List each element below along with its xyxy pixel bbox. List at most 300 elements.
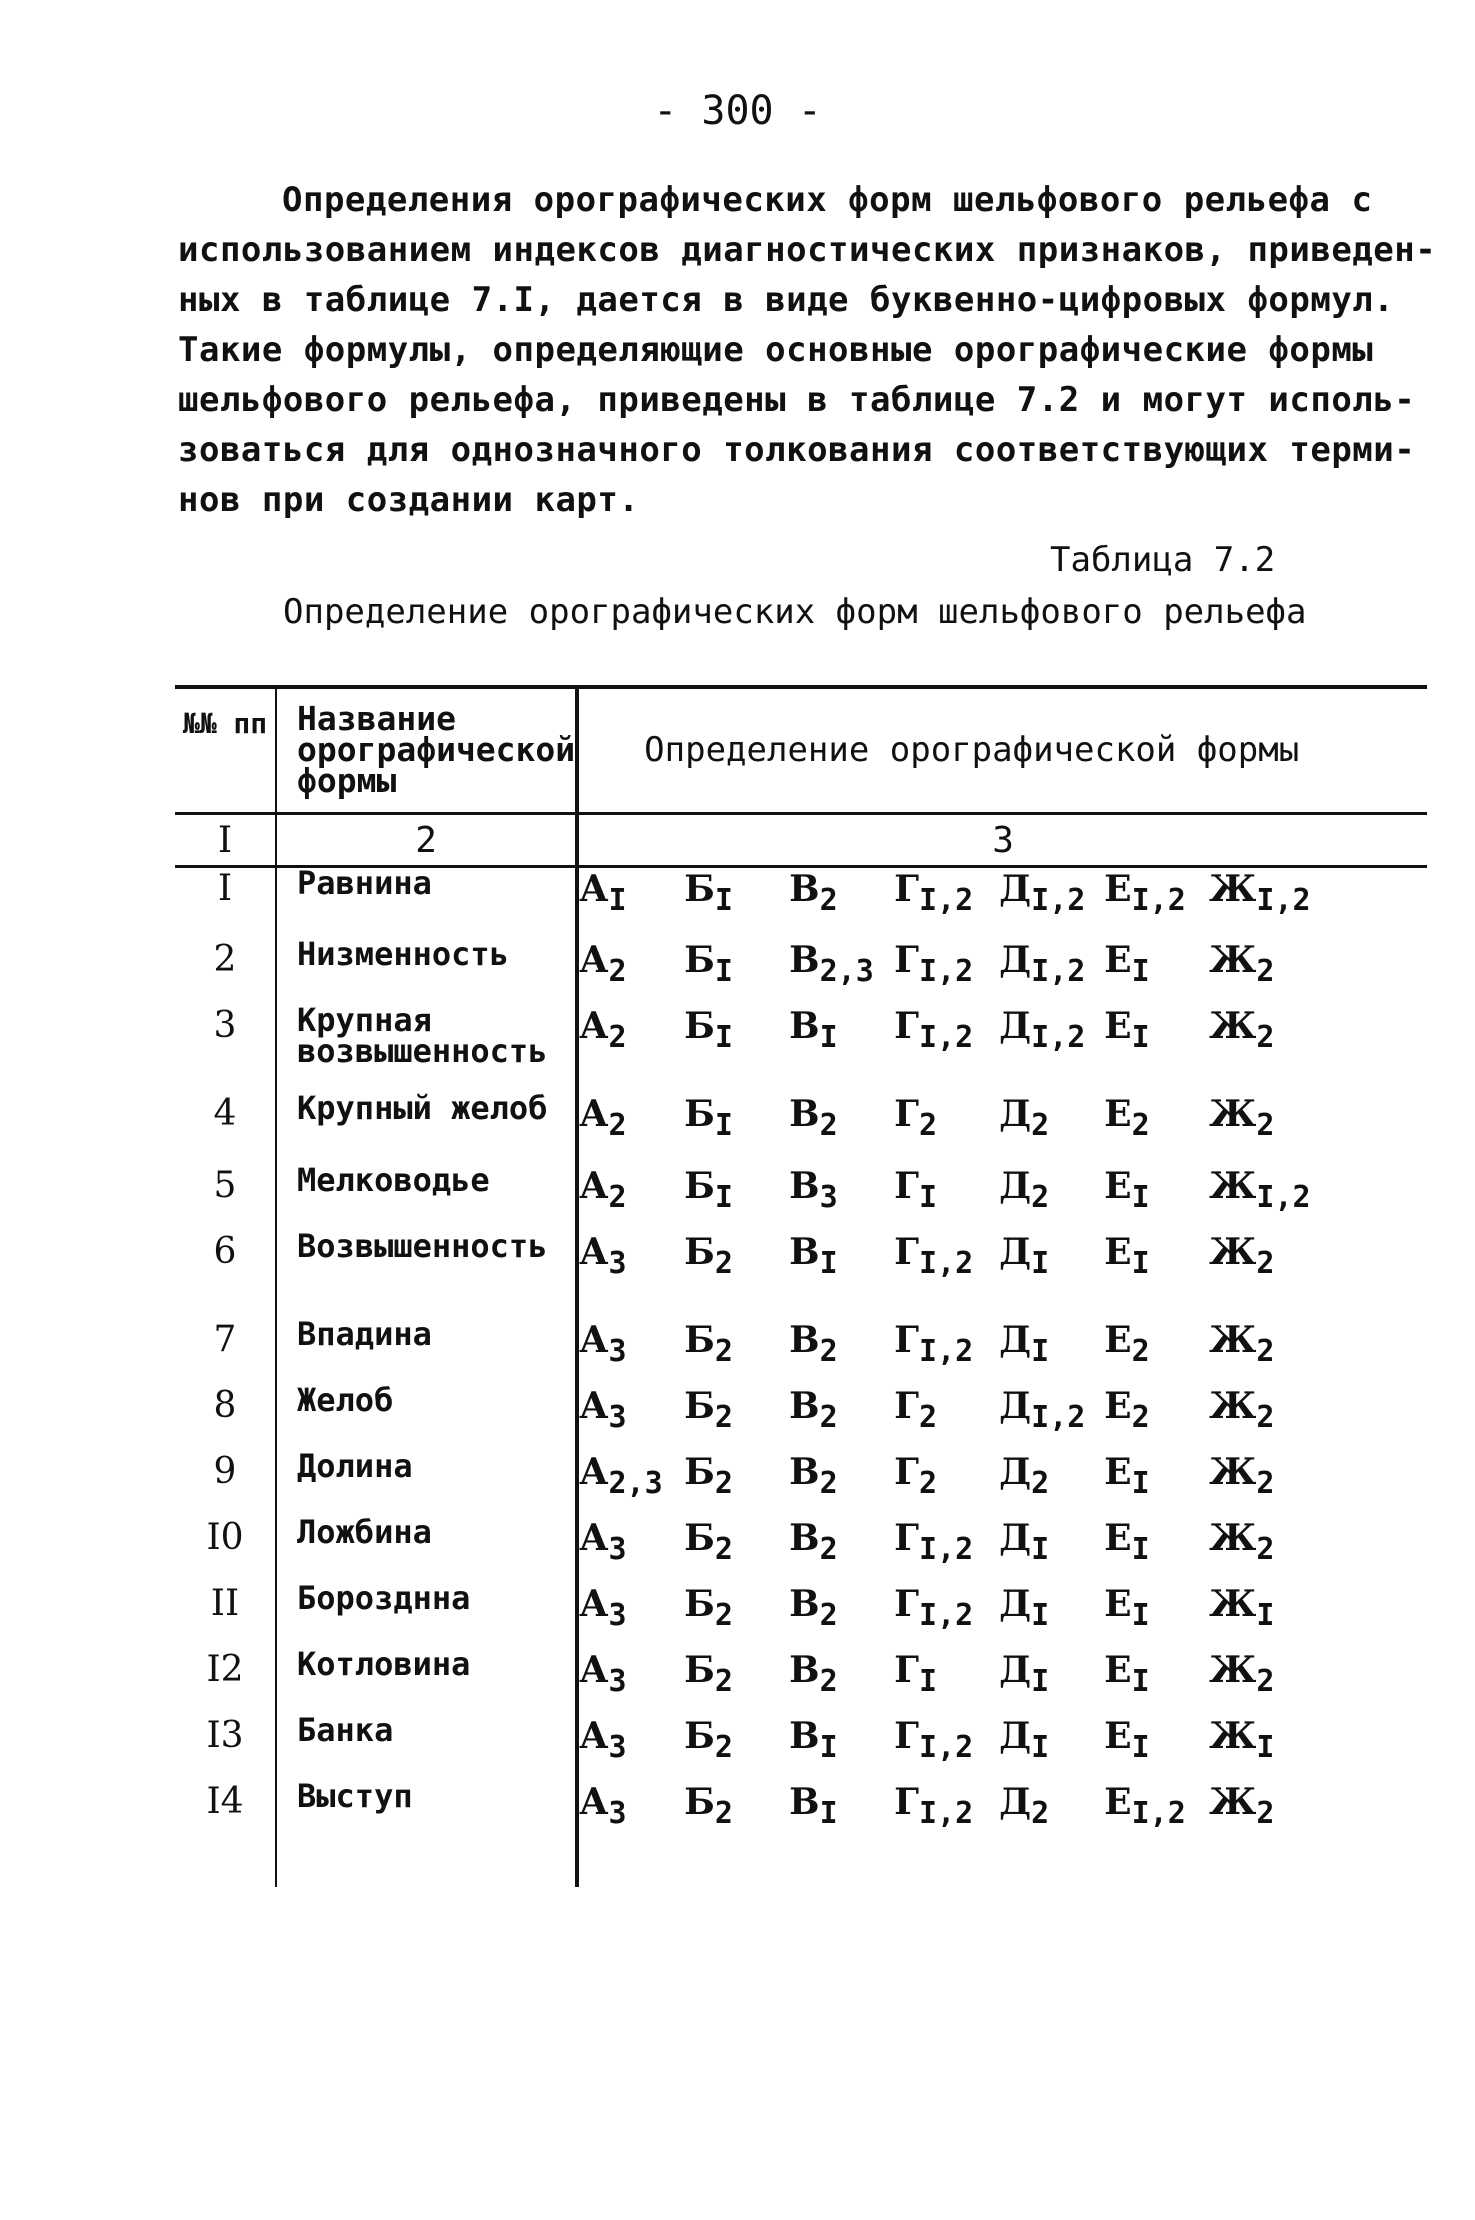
landform-name: Низменность: [276, 939, 577, 1005]
term-index: I: [1031, 1729, 1050, 1765]
term-index: I: [1131, 1597, 1150, 1633]
row-number: I: [175, 867, 276, 939]
formula-term: [684, 1230, 789, 1281]
term-index: I: [1131, 1179, 1150, 1215]
term-index: I: [1031, 1531, 1050, 1567]
intro-line: использованием индексов диагностических признаков, приведен-: [178, 230, 1437, 270]
row-number: II: [175, 1583, 276, 1649]
term-index: 2: [714, 1333, 733, 1369]
term-index: I: [1131, 1245, 1150, 1281]
term-index: I: [1256, 1729, 1275, 1765]
landform-name: Мелководье: [276, 1165, 577, 1231]
formula-term: [684, 1164, 789, 1215]
term-index: 2,3: [819, 953, 874, 989]
formula-term: [894, 1582, 999, 1633]
tail-cell: [276, 1847, 577, 1887]
term-letter: Б: [684, 1582, 715, 1625]
term-letter: Б: [684, 1516, 715, 1559]
term-index: 2: [1256, 1245, 1275, 1281]
formula-term: [1104, 1714, 1209, 1765]
landform-name: Возвышенность: [276, 1231, 577, 1319]
formula-term: [894, 868, 999, 918]
term-letter: Е: [1104, 1318, 1132, 1361]
term-index: 2: [819, 1663, 838, 1699]
term-letter: Б: [684, 1384, 715, 1427]
term-letter: Ж: [1209, 1648, 1257, 1691]
row-number: 5: [175, 1165, 276, 1231]
tail-cell: [175, 1847, 276, 1887]
table-row: [175, 1385, 1427, 1451]
formula-term: [894, 1516, 999, 1567]
term-index: 3: [608, 1245, 627, 1281]
term-index: I: [1031, 1245, 1050, 1281]
definition-formula: [577, 1517, 1427, 1583]
term-index: I: [1131, 953, 1150, 989]
formula-term: [1209, 1164, 1311, 1215]
row-number: I4: [175, 1781, 276, 1847]
term-letter: Е: [1104, 1450, 1132, 1493]
term-index: I,2: [919, 1597, 974, 1633]
formula-term: [684, 1516, 789, 1567]
definition-formula: [577, 1385, 1427, 1451]
term-index: 2: [819, 1107, 838, 1143]
term-index: I,2: [919, 1019, 974, 1055]
term-letter: А: [579, 1582, 609, 1625]
header-num: №№ пп: [175, 687, 276, 814]
formula-term: [684, 1648, 789, 1699]
term-letter: Ж: [1209, 1714, 1257, 1757]
term-index: I: [1031, 1333, 1050, 1369]
term-index: 2: [819, 1465, 838, 1501]
row-number: I2: [175, 1649, 276, 1715]
term-letter: В: [789, 1384, 820, 1427]
formula-term: [579, 1230, 684, 1281]
table-row: [175, 1649, 1427, 1715]
term-letter: Е: [1104, 1648, 1132, 1691]
term-letter: А: [579, 1004, 609, 1047]
formula-term: [1104, 1318, 1209, 1369]
formula-term: [999, 1164, 1104, 1215]
formula-term: [579, 1318, 684, 1369]
term-index: I: [919, 1663, 938, 1699]
term-index: 2: [608, 953, 627, 989]
table-label: Таблица 7.2: [1050, 540, 1276, 580]
term-index: 3: [819, 1179, 838, 1215]
term-letter: А: [579, 1092, 609, 1135]
term-index: I: [1131, 1729, 1150, 1765]
row-number: I3: [175, 1715, 276, 1781]
term-letter: Ж: [1209, 1092, 1257, 1135]
row-number: 9: [175, 1451, 276, 1517]
formula-term: [999, 1582, 1104, 1633]
term-index: I: [819, 1019, 838, 1055]
formula-term: [789, 1164, 894, 1215]
formula-term: [789, 1230, 894, 1281]
term-letter: Д: [999, 938, 1032, 981]
formula-term: [579, 1516, 684, 1567]
term-index: 3: [608, 1399, 627, 1435]
definition-formula: [577, 1005, 1427, 1093]
formula-term: [1209, 1582, 1311, 1633]
term-letter: А: [579, 1318, 609, 1361]
term-index: I,2: [919, 1531, 974, 1567]
formula-term: [1104, 1450, 1209, 1501]
term-index: I: [714, 883, 733, 918]
term-index: 2: [1256, 1663, 1275, 1699]
term-letter: Е: [1104, 1384, 1132, 1427]
table-row: [175, 1451, 1427, 1517]
term-letter: А: [579, 1164, 609, 1207]
term-index: I: [1031, 1597, 1050, 1633]
table-row: [175, 1319, 1427, 1385]
term-letter: В: [789, 1318, 820, 1361]
formula-term: [999, 1092, 1104, 1143]
term-index: 2: [919, 1465, 938, 1501]
term-index: 2: [714, 1531, 733, 1567]
formula-term: [894, 1230, 999, 1281]
term-index: I: [1131, 1531, 1150, 1567]
term-letter: Ж: [1209, 1780, 1257, 1823]
term-index: I: [1256, 1597, 1275, 1633]
formula-term: [1104, 938, 1209, 989]
formula-term: [999, 1648, 1104, 1699]
formula-term: [1104, 1004, 1209, 1055]
formula-term: [894, 938, 999, 989]
formula-term: [684, 1004, 789, 1055]
term-letter: Д: [999, 868, 1032, 910]
term-letter: Г: [894, 1318, 920, 1361]
term-letter: Б: [684, 1780, 715, 1823]
term-letter: Г: [894, 1780, 920, 1823]
formula-term: [789, 1318, 894, 1369]
formula-term: [1104, 1516, 1209, 1567]
term-index: 2: [714, 1399, 733, 1435]
term-letter: Д: [999, 1516, 1032, 1559]
row-number: 4: [175, 1093, 276, 1165]
term-letter: В: [789, 938, 820, 981]
formula-term: [999, 1230, 1104, 1281]
landform-name: Долина: [276, 1451, 577, 1517]
term-letter: Б: [684, 1318, 715, 1361]
term-index: 2: [919, 1399, 938, 1435]
row-number: 6: [175, 1231, 276, 1319]
landform-name: Котловина: [276, 1649, 577, 1715]
definition-formula: [577, 1165, 1427, 1231]
formula-term: [1104, 1582, 1209, 1633]
term-index: 2: [608, 1179, 627, 1215]
term-index: 2: [714, 1795, 733, 1831]
term-index: 2: [1256, 953, 1275, 989]
landform-name: Впадина: [276, 1319, 577, 1385]
landform-name: Крупный желоб: [276, 1093, 577, 1165]
formula-term: [894, 1318, 999, 1369]
term-letter: В: [789, 1450, 820, 1493]
table-row: [175, 1583, 1427, 1649]
term-index: 2: [919, 1107, 938, 1143]
table-row: [175, 1093, 1427, 1165]
formula-term: [999, 1714, 1104, 1765]
term-letter: В: [789, 1714, 820, 1757]
term-index: 2: [1031, 1179, 1050, 1215]
term-letter: А: [579, 1516, 609, 1559]
formula-term: [789, 1582, 894, 1633]
formula-term: [999, 1780, 1104, 1831]
term-index: I,2: [919, 1729, 974, 1765]
formula-term: [1104, 868, 1209, 918]
term-letter: Е: [1104, 1164, 1132, 1207]
term-index: 2: [819, 1597, 838, 1633]
formula-term: [894, 1164, 999, 1215]
formula-term: [684, 938, 789, 989]
term-index: I,2: [919, 883, 974, 918]
term-index: 2: [714, 1597, 733, 1633]
formula-term: [1209, 1714, 1311, 1765]
formula-term: [684, 868, 789, 918]
term-index: I: [714, 1019, 733, 1055]
term-index: I: [819, 1729, 838, 1765]
formula-term: [789, 1450, 894, 1501]
formula-term: [789, 1092, 894, 1143]
formula-term: [684, 1092, 789, 1143]
col-number: 3: [577, 814, 1427, 867]
formula-term: [789, 1004, 894, 1055]
term-letter: Д: [999, 1318, 1032, 1361]
landform-name: Равнина: [276, 867, 577, 939]
term-index: 2: [1031, 1107, 1050, 1143]
intro-line: нов при создании карт.: [178, 480, 640, 520]
column-numbers-row: [175, 814, 1427, 867]
term-index: I: [1131, 1663, 1150, 1699]
term-letter: Г: [894, 1164, 920, 1207]
table-tail-row: [175, 1847, 1427, 1887]
formula-term: [1104, 1230, 1209, 1281]
term-letter: Ж: [1209, 1318, 1257, 1361]
formula-term: [1209, 1092, 1311, 1143]
intro-line: ных в таблице 7.I, дается в виде буквенно-цифровых формул.: [178, 280, 1395, 320]
term-letter: Б: [684, 1164, 715, 1207]
term-letter: В: [789, 1092, 820, 1135]
term-letter: Д: [999, 1450, 1032, 1493]
table-row: [175, 1231, 1427, 1319]
formula-term: [894, 1384, 999, 1435]
formula-term: [684, 1714, 789, 1765]
table-header-row: [175, 687, 1427, 814]
formula-term: [579, 1164, 684, 1215]
table-row: [175, 1517, 1427, 1583]
term-letter: Б: [684, 1092, 715, 1135]
landform-name: Выступ: [276, 1781, 577, 1847]
header-definition: Определение орографической формы: [577, 687, 1427, 814]
row-number: 7: [175, 1319, 276, 1385]
formula-term: [999, 868, 1104, 918]
formula-term: [684, 1582, 789, 1633]
term-index: I: [1131, 1465, 1150, 1501]
term-letter: Ж: [1209, 1582, 1257, 1625]
term-letter: Г: [894, 1230, 920, 1273]
term-letter: А: [579, 1648, 609, 1691]
term-index: 2: [1256, 1399, 1275, 1435]
formula-term: [894, 1092, 999, 1143]
term-letter: Г: [894, 1450, 920, 1493]
definition-formula: [577, 867, 1427, 939]
term-letter: Е: [1104, 1714, 1132, 1757]
formula-term: [789, 1384, 894, 1435]
term-letter: Е: [1104, 1582, 1132, 1625]
landforms-table: [175, 685, 1427, 1887]
term-letter: В: [789, 1582, 820, 1625]
formula-term: [579, 1004, 684, 1055]
term-letter: А: [579, 868, 609, 910]
term-index: I,2: [1256, 883, 1311, 918]
term-index: I,2: [919, 1795, 974, 1831]
term-index: 3: [608, 1729, 627, 1765]
formula-term: [789, 938, 894, 989]
term-index: 2: [1256, 1107, 1275, 1143]
term-index: I,2: [1131, 883, 1186, 918]
tail-cell: [577, 1847, 1427, 1887]
term-letter: А: [579, 1384, 609, 1427]
formula-term: [789, 1780, 894, 1831]
term-index: 2: [1131, 1107, 1150, 1143]
formula-term: [579, 1384, 684, 1435]
term-index: 2: [608, 1019, 627, 1055]
term-letter: Ж: [1209, 1450, 1257, 1493]
formula-term: [1209, 1230, 1311, 1281]
term-index: 3: [608, 1531, 627, 1567]
term-letter: Е: [1104, 1230, 1132, 1273]
term-letter: Е: [1104, 1004, 1132, 1047]
term-letter: Е: [1104, 1516, 1132, 1559]
term-letter: Г: [894, 1092, 920, 1135]
term-index: I: [819, 1245, 838, 1281]
row-number: 3: [175, 1005, 276, 1093]
table-row: [175, 1005, 1427, 1093]
intro-line: зоваться для однозначного толкования соответствующих терми-: [178, 430, 1416, 470]
term-index: 2: [714, 1729, 733, 1765]
term-letter: Ж: [1209, 1004, 1257, 1047]
term-letter: Д: [999, 1648, 1032, 1691]
term-letter: Б: [684, 1004, 715, 1047]
formula-term: [894, 1004, 999, 1055]
term-letter: Е: [1104, 1092, 1132, 1135]
term-index: 2: [1256, 1795, 1275, 1831]
formula-term: [1209, 1648, 1311, 1699]
term-letter: А: [579, 1450, 609, 1493]
table-row: [175, 867, 1427, 939]
formula-term: [579, 1582, 684, 1633]
definition-formula: [577, 1649, 1427, 1715]
formula-term: [789, 1648, 894, 1699]
table-title: Определение орографических форм шельфового рельефа: [283, 592, 1307, 632]
term-letter: Г: [894, 1582, 920, 1625]
term-index: 2: [1256, 1019, 1275, 1055]
term-index: 2: [714, 1245, 733, 1281]
term-index: I: [819, 1795, 838, 1831]
table-body: [175, 864, 1427, 1887]
page-number: - 300 -: [653, 88, 822, 134]
formula-term: [1209, 868, 1311, 918]
term-index: 2: [714, 1663, 733, 1699]
definition-formula: [577, 1781, 1427, 1847]
table-row: [175, 1165, 1427, 1231]
term-letter: Г: [894, 868, 920, 910]
col-number: 2: [276, 814, 577, 867]
definition-formula: [577, 939, 1427, 1005]
landform-name: Ложбина: [276, 1517, 577, 1583]
term-index: 3: [608, 1663, 627, 1699]
formula-term: [1104, 1780, 1209, 1831]
term-index: I,2: [1031, 883, 1086, 918]
term-index: I,2: [1031, 1399, 1086, 1435]
term-letter: Ж: [1209, 868, 1257, 910]
term-letter: А: [579, 938, 609, 981]
term-index: 3: [608, 1333, 627, 1369]
row-number: 2: [175, 939, 276, 1005]
term-index: I,2: [1031, 1019, 1086, 1055]
term-index: 2: [1031, 1465, 1050, 1501]
term-letter: Д: [999, 1164, 1032, 1207]
term-index: 3: [608, 1795, 627, 1831]
term-letter: Е: [1104, 938, 1132, 981]
formula-term: [894, 1780, 999, 1831]
term-index: I: [608, 883, 627, 918]
term-index: I,2: [1131, 1795, 1186, 1831]
formula-term: [1104, 1092, 1209, 1143]
table-row: [175, 1781, 1427, 1847]
definition-formula: [577, 1093, 1427, 1165]
term-letter: Г: [894, 1004, 920, 1047]
term-letter: А: [579, 1780, 609, 1823]
term-letter: Б: [684, 1450, 715, 1493]
formula-term: [894, 1648, 999, 1699]
intro-line: Определения орографических форм шельфового рельефа с: [282, 180, 1373, 220]
term-letter: Ж: [1209, 1384, 1257, 1427]
term-letter: Г: [894, 1516, 920, 1559]
formula-term: [684, 1450, 789, 1501]
term-letter: В: [789, 1648, 820, 1691]
term-letter: Д: [999, 1780, 1032, 1823]
formula-term: [1209, 1004, 1311, 1055]
term-letter: Д: [999, 1714, 1032, 1757]
term-letter: Б: [684, 1230, 715, 1273]
term-index: 2: [1031, 1795, 1050, 1831]
term-index: 2: [1256, 1465, 1275, 1501]
term-index: I: [1031, 1663, 1050, 1699]
intro-line: шельфового рельефа, приведены в таблице 7.2 и могут исполь-: [178, 380, 1416, 420]
term-letter: А: [579, 1230, 609, 1273]
term-index: 2: [1256, 1333, 1275, 1369]
term-letter: В: [789, 1230, 820, 1273]
term-letter: Б: [684, 938, 715, 981]
intro-line: Такие формулы, определяющие основные орографические формы: [178, 330, 1374, 370]
term-index: I,2: [919, 1333, 974, 1369]
header-name: Название орографической формы: [276, 687, 577, 814]
table-row: [175, 939, 1427, 1005]
term-index: 2: [819, 883, 838, 918]
term-letter: В: [789, 1516, 820, 1559]
term-index: I: [1131, 1019, 1150, 1055]
formula-term: [1209, 1780, 1311, 1831]
term-letter: Ж: [1209, 938, 1257, 981]
definition-formula: [577, 1583, 1427, 1649]
formula-term: [789, 1714, 894, 1765]
term-letter: Б: [684, 1648, 715, 1691]
formula-term: [1209, 1318, 1311, 1369]
term-index: I: [919, 1179, 938, 1215]
term-index: 2: [819, 1531, 838, 1567]
term-index: 2,3: [608, 1465, 663, 1501]
formula-term: [1104, 1164, 1209, 1215]
